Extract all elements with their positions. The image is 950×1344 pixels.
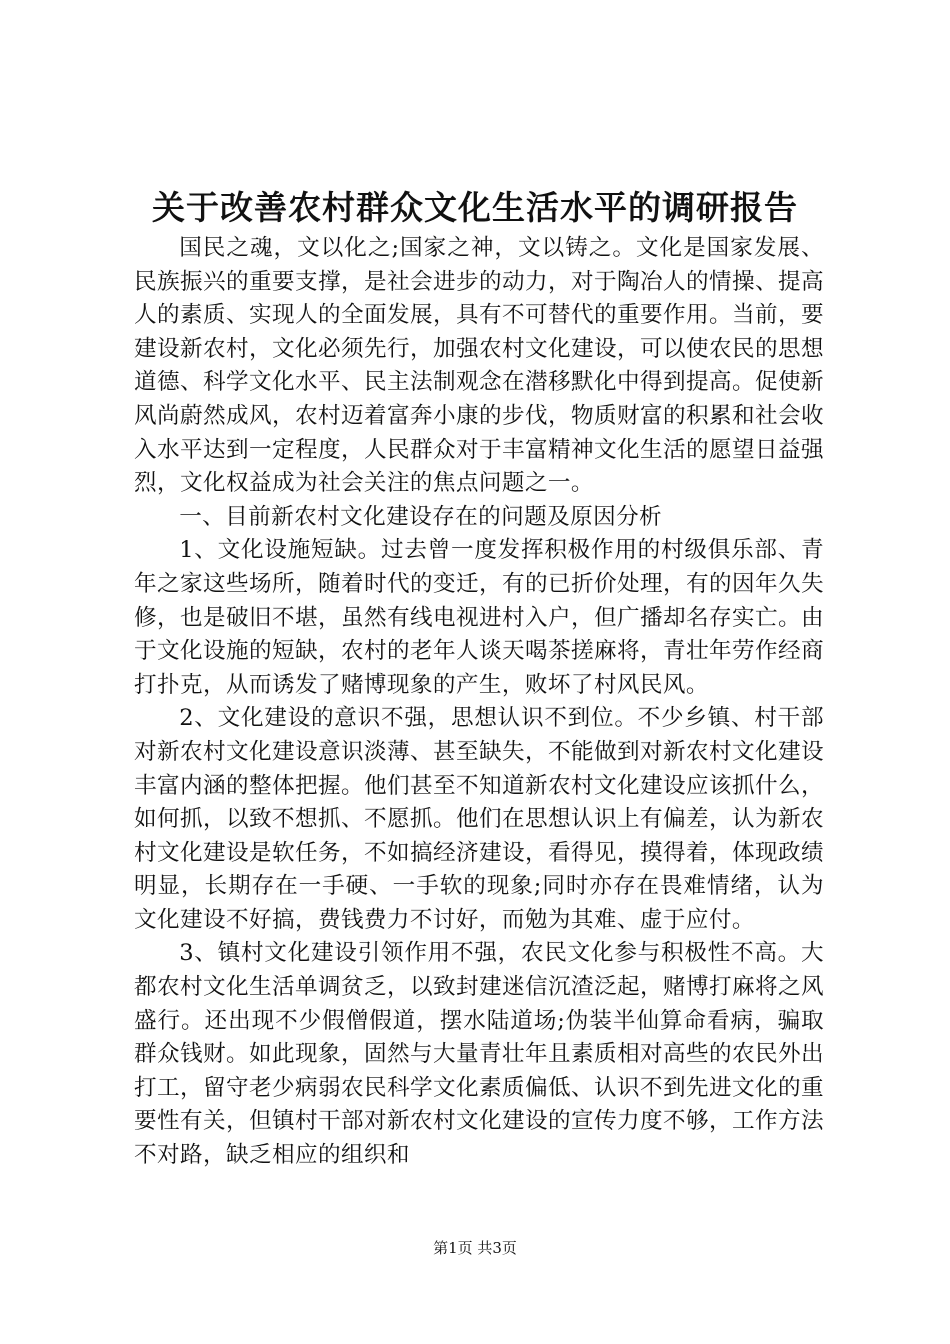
paragraph-item-2: 2、文化建设的意识不强，思想认识不到位。不少乡镇、村干部对新农村文化建设意识淡薄、甚至缺失，不能做到对新农村文化建设丰富内涵的整体把握。他们甚至不知道新农村文化建设应该抓什么，如何抓，以致不想抓、不愿抓。他们在思想认识上有偏差，认为新农村文化建设是软任务，不如搞经济建设，看得见，摸得着，体现政绩明显，长期存在一手硬、一手软的现象;同时亦存在畏难情绪，认为文化建设不好搞，费钱费力不讨好，而勉为其难、虚于应付。 — [134, 705, 824, 933]
section-heading: 一、目前新农村文化建设存在的问题及原因分析 — [179, 503, 663, 530]
document-title: 关于改善农村群众文化生活水平的调研报告 — [152, 188, 798, 227]
paragraph-item-3: 3、镇村文化建设引领作用不强，农民文化参与积极性不高。大都农村文化生活单调贫乏，以致封建迷信沉渣泛起，赌博打麻将之风盛行。还出现不少假僧假道，摆水陆道场;伪装半仙算命看病，骗取群众钱财。如此现象，固然与大量青壮年且素质相对高些的农民外出打工，留守老少病弱农民科学文化素质偏低、认识不到先进文化的重要性有关，但镇村干部对新农村文化建设的宣传力度不够，工作方法不对路，缺乏相应的组织和 — [134, 940, 824, 1169]
document-body — [134, 232, 824, 1173]
page-number-footer: 第1页 共3页 — [433, 1239, 517, 1257]
intro-paragraph: 国民之魂，文以化之;国家之神，文以铸之。文化是国家发展、民族振兴的重要支撑，是社会进步的动力，对于陶冶人的情操、提高人的素质、实现人的全面发展，具有不可替代的重要作用。当前，要建设新农村，文化必须先行，加强农村文化建设，可以使农民的思想道德、科学文化水平、民主法制观念在潜移默化中得到提高。促使新风尚蔚然成风，农村迈着富奔小康的步伐，物质财富的积累和社会收入水平达到一定程度，人民群众对于丰富精神文化生活的愿望日益强烈，文化权益成为社会关注的焦点问题之一。 — [134, 235, 824, 497]
paragraph-item-1: 1、文化设施短缺。过去曾一度发挥积极作用的村级俱乐部、青年之家这些场所，随着时代的变迁，有的已折价处理，有的因年久失修，也是破旧不堪，虽然有线电视进村入户，但广播却名存实亡。由于文化设施的短缺，农村的老年人谈天喝茶搓麻将，青壮年劳作经商打扑克，从而诱发了赌博现象的产生，败坏了村风民风。 — [134, 537, 824, 698]
